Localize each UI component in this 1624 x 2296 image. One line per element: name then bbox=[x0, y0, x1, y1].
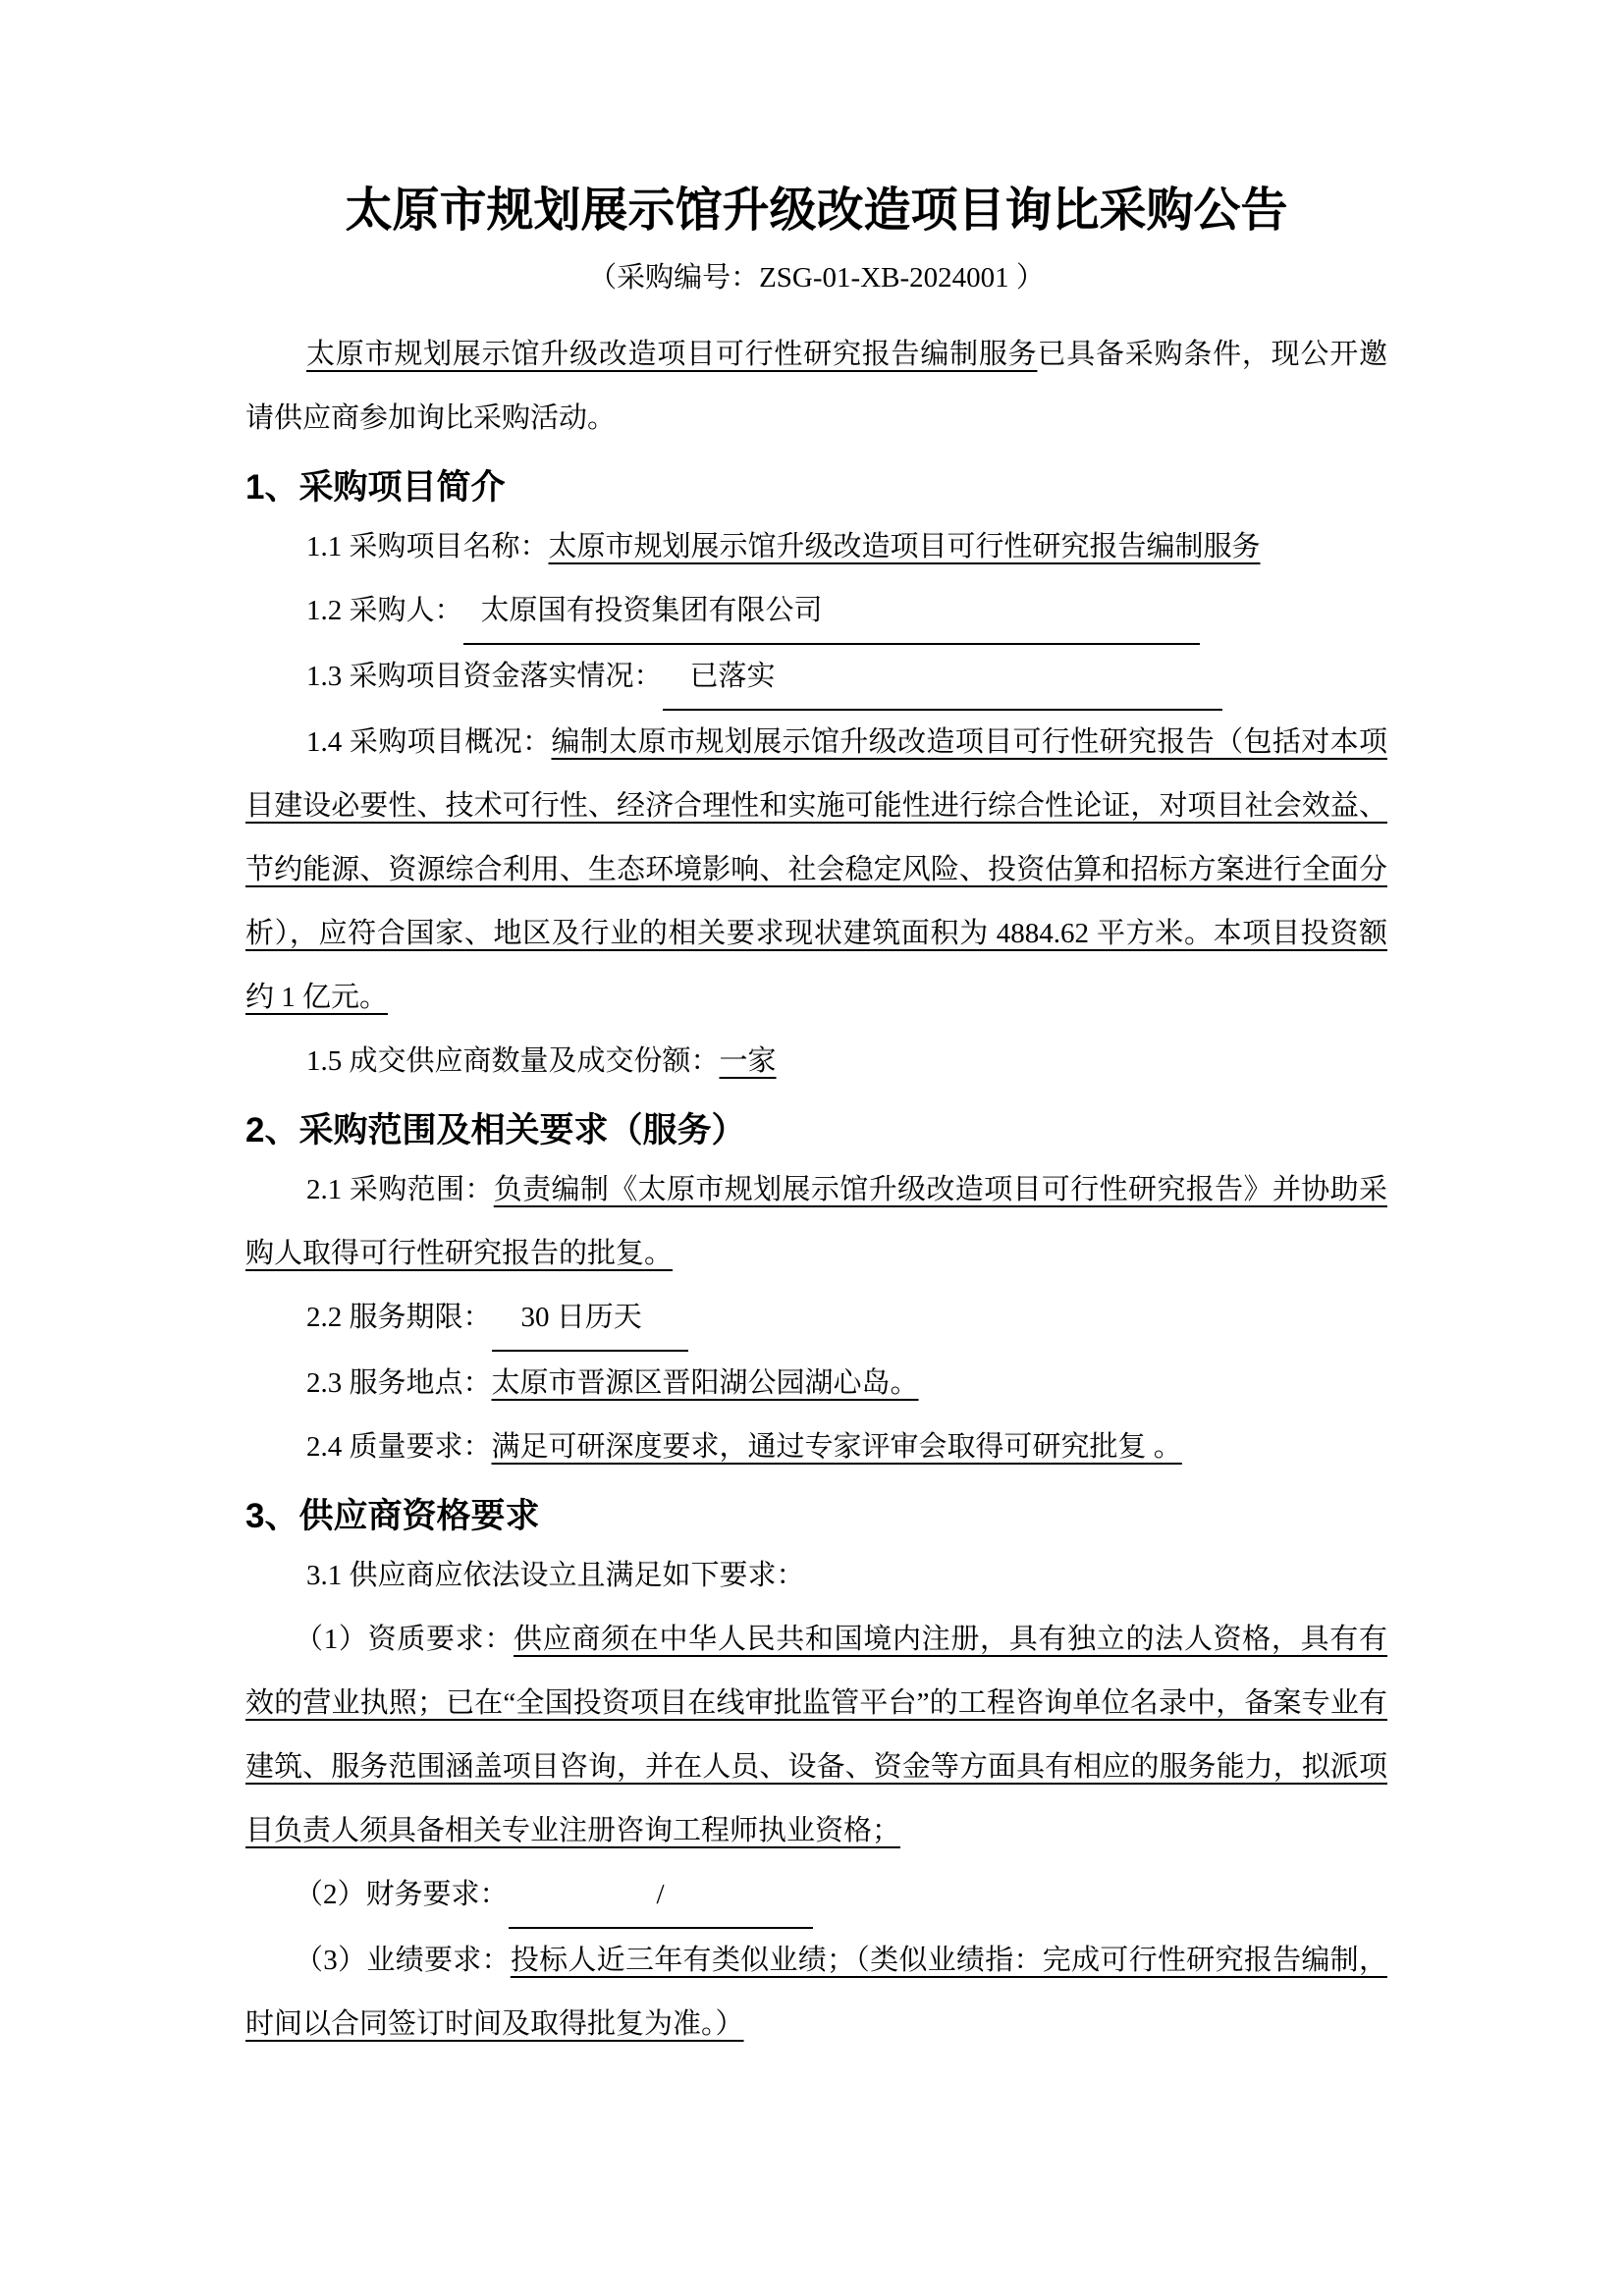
item-1-1-value: 太原市规划展示馆升级改造项目可行性研究报告编制服务 bbox=[548, 531, 1261, 562]
requirement-3 bbox=[245, 1929, 1387, 2056]
item-1-2 bbox=[245, 579, 1387, 645]
item-2-2-underline-field bbox=[492, 1286, 688, 1352]
intro-subject-underlined: 太原市规划展示馆升级改造项目可行性研究报告编制服务 bbox=[306, 339, 1038, 370]
item-2-1 bbox=[245, 1158, 1387, 1286]
procurement-number-line: （采购编号：ZSG-01-XB-2024001 ） bbox=[588, 262, 1045, 294]
item-1-4 bbox=[245, 711, 1387, 1030]
item-2-2-value: 30 日历天 bbox=[520, 1302, 642, 1333]
item-1-3-value: 已落实 bbox=[689, 661, 776, 692]
requirement-3-label: （3）业绩要求： bbox=[295, 1945, 511, 1976]
item-1-4-value: 编制太原市规划展示馆升级改造项目可行性研究报告（包括对本项目建设必要性、技术可行性、经济合理性和实施可能性进行综合性论证，对项目社会效益、节约能源、资源综合利用、生态环境影响、社会稳定风险、投资估算和招标方案进行全面分析），应符合国家、地区及行业的相关要求现状建筑面积为 4884.62 平方米。本项目投资额约 1 亿元。 bbox=[245, 726, 1387, 1013]
item-2-3-label: 2.3 服务地点： bbox=[306, 1367, 492, 1399]
item-1-5-value: 一家 bbox=[719, 1045, 777, 1077]
requirement-1-label: （1）资质要求： bbox=[295, 1624, 514, 1655]
item-1-2-underline-field bbox=[463, 579, 1200, 645]
item-2-1-value: 负责编制《太原市规划展示馆升级改造项目可行性研究报告》并协助采购人取得可行性研究报告的批复。 bbox=[245, 1174, 1387, 1269]
item-1-5 bbox=[245, 1030, 1387, 1094]
item-1-2-label: 1.2 采购人： bbox=[306, 595, 463, 626]
section-2-heading: 2、采购范围及相关要求（服务） bbox=[245, 1111, 746, 1149]
item-1-3-underline-field bbox=[663, 645, 1222, 711]
requirement-2-value: / bbox=[656, 1879, 665, 1910]
requirement-1 bbox=[245, 1608, 1387, 1863]
requirement-2-label: （2）财务要求： bbox=[295, 1879, 509, 1910]
document-title: 太原市规划展示馆升级改造项目询比采购公告 bbox=[345, 185, 1288, 237]
item-1-2-value: 太原国有投资集团有限公司 bbox=[480, 595, 823, 626]
item-2-2-label: 2.2 服务期限： bbox=[306, 1302, 492, 1333]
item-2-3-value: 太原市晋源区晋阳湖公园湖心岛。 bbox=[491, 1367, 919, 1399]
item-3-1: 3.1 供应商应依法设立且满足如下要求： bbox=[306, 1560, 805, 1591]
item-1-5-label: 1.5 成交供应商数量及成交份额： bbox=[306, 1045, 720, 1077]
item-2-1-label: 2.1 采购范围： bbox=[306, 1174, 494, 1205]
item-1-3 bbox=[245, 645, 1387, 711]
item-1-1 bbox=[245, 515, 1387, 579]
section-3-heading: 3、供应商资格要求 bbox=[245, 1497, 540, 1535]
item-2-4-label: 2.4 质量要求： bbox=[306, 1431, 492, 1463]
requirement-2 bbox=[245, 1863, 1387, 1929]
item-1-1-label: 1.1 采购项目名称： bbox=[306, 531, 549, 562]
item-1-3-label: 1.3 采购项目资金落实情况： bbox=[306, 661, 663, 692]
item-2-4-value: 满足可研深度要求，通过专家评审会取得可研究批复 。 bbox=[491, 1431, 1182, 1463]
requirement-3-value: 投标人近三年有类似业绩；（类似业绩指：完成可行性研究报告编制，时间以合同签订时间及取得批复为准。） bbox=[245, 1945, 1387, 2040]
intro-paragraph bbox=[245, 323, 1387, 451]
item-2-3 bbox=[245, 1352, 1387, 1415]
item-2-2 bbox=[245, 1286, 1387, 1352]
item-1-4-label: 1.4 采购项目概况： bbox=[306, 726, 552, 758]
intro-rest-text: 已具备采购条件，现公开邀请供应商参加询比采购活动。 bbox=[245, 339, 1387, 434]
requirement-2-underline-field bbox=[509, 1863, 813, 1929]
item-2-4 bbox=[245, 1415, 1387, 1479]
requirement-1-value: 供应商须在中华人民共和国境内注册，具有独立的法人资格，具有有效的营业执照；已在“全国投资项目在线审批监管平台”的工程咨询单位名录中，备案专业有建筑、服务范围涵盖项目咨询，并在人员、设备、资金等方面具有相应的服务能力，拟派项目负责人须具备相关专业注册咨询工程师执业资格； bbox=[245, 1624, 1387, 1846]
section-1-heading: 1、采购项目简介 bbox=[245, 468, 506, 507]
